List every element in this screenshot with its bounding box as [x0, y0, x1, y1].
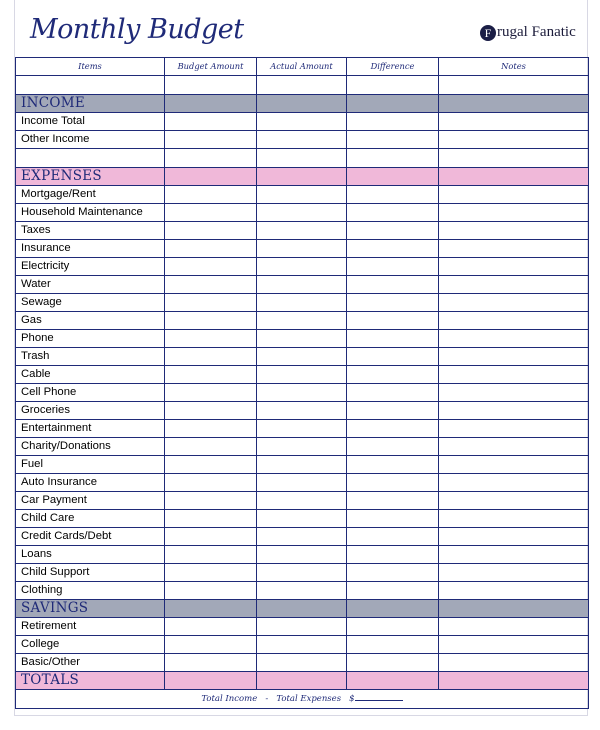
difference-cell[interactable]	[347, 672, 439, 690]
row-label: Child Support	[16, 564, 165, 582]
row-label: Basic/Other	[16, 654, 165, 672]
table-row	[16, 564, 589, 582]
notes-cell[interactable]	[439, 402, 589, 420]
difference-cell[interactable]	[347, 276, 439, 294]
column-header-items: Items	[16, 58, 165, 76]
actual-amount-cell[interactable]	[257, 546, 347, 564]
notes-cell[interactable]	[439, 420, 589, 438]
actual-amount-cell[interactable]	[257, 294, 347, 312]
budget-amount-cell[interactable]	[165, 546, 257, 564]
difference-cell[interactable]	[347, 564, 439, 582]
row-label: Fuel	[16, 456, 165, 474]
difference-cell[interactable]	[347, 95, 439, 113]
actual-amount-cell[interactable]	[257, 438, 347, 456]
budget-amount-cell[interactable]	[165, 618, 257, 636]
table-row	[16, 258, 589, 276]
notes-cell[interactable]	[439, 654, 589, 672]
notes-cell[interactable]	[439, 492, 589, 510]
actual-amount-cell[interactable]	[257, 672, 347, 690]
actual-amount-cell[interactable]	[257, 618, 347, 636]
budget-amount-cell[interactable]	[165, 168, 257, 186]
row-label: Income Total	[16, 113, 165, 131]
notes-cell[interactable]	[439, 456, 589, 474]
table-row	[16, 438, 589, 456]
footer-row	[16, 690, 589, 709]
budget-amount-cell[interactable]	[165, 420, 257, 438]
budget-amount-cell[interactable]	[165, 492, 257, 510]
notes-cell[interactable]	[439, 510, 589, 528]
difference-cell[interactable]	[347, 582, 439, 600]
actual-amount-cell[interactable]	[257, 204, 347, 222]
table-row	[16, 618, 589, 636]
budget-amount-cell[interactable]	[165, 366, 257, 384]
actual-amount-cell[interactable]	[257, 366, 347, 384]
row-label: Entertainment	[16, 420, 165, 438]
difference-cell[interactable]	[347, 131, 439, 149]
budget-amount-cell[interactable]	[165, 204, 257, 222]
column-header-row	[16, 58, 589, 76]
difference-cell[interactable]	[347, 636, 439, 654]
table-row	[16, 131, 589, 149]
actual-amount-cell[interactable]	[257, 186, 347, 204]
notes-cell[interactable]	[439, 168, 589, 186]
difference-cell[interactable]	[347, 654, 439, 672]
table-row	[16, 582, 589, 600]
notes-cell[interactable]	[439, 438, 589, 456]
notes-cell[interactable]	[439, 618, 589, 636]
row-label: Retirement	[16, 618, 165, 636]
budget-amount-cell[interactable]	[165, 258, 257, 276]
table-row	[16, 420, 589, 438]
budget-amount-cell[interactable]	[165, 131, 257, 149]
difference-cell[interactable]	[347, 618, 439, 636]
budget-table	[15, 57, 589, 709]
budget-amount-cell[interactable]	[165, 654, 257, 672]
notes-cell[interactable]	[439, 258, 589, 276]
row-label: Insurance	[16, 240, 165, 258]
actual-amount-cell[interactable]	[257, 276, 347, 294]
difference-cell[interactable]	[347, 456, 439, 474]
budget-amount-cell[interactable]	[165, 348, 257, 366]
difference-cell[interactable]	[347, 204, 439, 222]
actual-amount-cell[interactable]	[257, 240, 347, 258]
notes-cell[interactable]	[439, 528, 589, 546]
budget-amount-cell[interactable]	[165, 95, 257, 113]
difference-cell[interactable]	[347, 294, 439, 312]
row-label: Child Care	[16, 510, 165, 528]
table-row	[16, 402, 589, 420]
difference-cell[interactable]	[347, 186, 439, 204]
difference-cell[interactable]	[347, 546, 439, 564]
table-row	[16, 510, 589, 528]
notes-cell[interactable]	[439, 366, 589, 384]
difference-cell[interactable]	[347, 510, 439, 528]
row-label: Water	[16, 276, 165, 294]
actual-amount-cell[interactable]	[257, 510, 347, 528]
budget-amount-cell[interactable]	[165, 222, 257, 240]
table-row	[16, 384, 589, 402]
notes-cell[interactable]	[439, 149, 589, 168]
difference-cell[interactable]	[347, 438, 439, 456]
budget-amount-cell[interactable]	[165, 564, 257, 582]
budget-amount-cell[interactable]	[165, 186, 257, 204]
row-label: Auto Insurance	[16, 474, 165, 492]
notes-cell[interactable]	[439, 636, 589, 654]
actual-amount-cell[interactable]	[257, 149, 347, 168]
budget-amount-cell[interactable]	[165, 672, 257, 690]
budget-amount-cell[interactable]	[165, 240, 257, 258]
section-header-savings	[16, 600, 589, 618]
section-header-totals	[16, 672, 589, 690]
row-label: Credit Cards/Debt	[16, 528, 165, 546]
table-row	[16, 366, 589, 384]
actual-amount-cell[interactable]	[257, 420, 347, 438]
section-label-income: INCOME	[16, 95, 165, 113]
row-label: Car Payment	[16, 492, 165, 510]
difference-cell[interactable]	[347, 240, 439, 258]
actual-amount-cell[interactable]	[257, 474, 347, 492]
budget-amount-cell[interactable]	[165, 456, 257, 474]
notes-cell[interactable]	[439, 474, 589, 492]
difference-cell[interactable]	[347, 330, 439, 348]
row-label: Taxes	[16, 222, 165, 240]
table-row	[16, 222, 589, 240]
difference-cell[interactable]	[347, 222, 439, 240]
table-row	[16, 186, 589, 204]
budget-amount-cell[interactable]	[165, 510, 257, 528]
column-header-budget-amount: Budget Amount	[165, 58, 257, 76]
difference-cell[interactable]	[347, 312, 439, 330]
actual-amount-cell[interactable]	[257, 582, 347, 600]
total-expenses-label: Total Expenses	[276, 693, 342, 704]
row-label: Household Maintenance	[16, 204, 165, 222]
currency-sign: $	[349, 693, 355, 704]
budget-amount-cell[interactable]	[165, 294, 257, 312]
column-header-notes: Notes	[439, 58, 589, 76]
budget-amount-cell[interactable]	[165, 312, 257, 330]
actual-amount-cell[interactable]	[257, 528, 347, 546]
row-label: Groceries	[16, 402, 165, 420]
brand-logo-circle: F	[480, 25, 496, 41]
notes-cell[interactable]	[439, 384, 589, 402]
budget-amount-cell[interactable]	[165, 474, 257, 492]
section-header-income	[16, 95, 589, 113]
difference-cell[interactable]	[347, 492, 439, 510]
budget-amount-cell[interactable]	[165, 113, 257, 131]
table-row	[16, 546, 589, 564]
difference-cell[interactable]	[347, 113, 439, 131]
brand-name: rugal Fanatic	[497, 24, 576, 40]
column-header-actual-amount: Actual Amount	[257, 58, 347, 76]
notes-cell[interactable]	[439, 113, 589, 131]
row-label: Other Income	[16, 131, 165, 149]
section-header-expenses	[16, 168, 589, 186]
notes-cell[interactable]	[439, 95, 589, 113]
difference-cell[interactable]	[347, 600, 439, 618]
actual-amount-cell[interactable]	[257, 600, 347, 618]
budget-amount-cell[interactable]	[165, 438, 257, 456]
row-label: Loans	[16, 546, 165, 564]
notes-cell[interactable]	[439, 186, 589, 204]
actual-amount-cell[interactable]	[257, 95, 347, 113]
notes-cell[interactable]	[439, 240, 589, 258]
actual-amount-cell[interactable]	[257, 222, 347, 240]
row-label: Sewage	[16, 294, 165, 312]
actual-amount-cell[interactable]	[257, 258, 347, 276]
actual-amount-cell[interactable]	[257, 564, 347, 582]
difference-cell[interactable]	[347, 258, 439, 276]
item-cell	[16, 76, 165, 95]
actual-amount-cell[interactable]	[257, 168, 347, 186]
page-title: Monthly Budget	[30, 14, 244, 45]
actual-amount-cell[interactable]	[257, 456, 347, 474]
actual-amount-cell[interactable]	[257, 348, 347, 366]
actual-amount-cell[interactable]	[257, 636, 347, 654]
row-label: Gas	[16, 312, 165, 330]
row-label: College	[16, 636, 165, 654]
notes-cell[interactable]	[439, 672, 589, 690]
difference-cell[interactable]	[347, 76, 439, 95]
budget-amount-cell[interactable]	[165, 149, 257, 168]
budget-amount-cell[interactable]	[165, 76, 257, 95]
notes-cell[interactable]	[439, 546, 589, 564]
minus-sign: -	[265, 693, 269, 704]
table-row	[16, 204, 589, 222]
row-label: Electricity	[16, 258, 165, 276]
notes-cell[interactable]	[439, 600, 589, 618]
table-row	[16, 528, 589, 546]
notes-cell[interactable]	[439, 294, 589, 312]
budget-amount-cell[interactable]	[165, 528, 257, 546]
row-label: Cell Phone	[16, 384, 165, 402]
notes-cell[interactable]	[439, 348, 589, 366]
actual-amount-cell[interactable]	[257, 312, 347, 330]
notes-cell[interactable]	[439, 582, 589, 600]
budget-amount-cell[interactable]	[165, 402, 257, 420]
actual-amount-cell[interactable]	[257, 492, 347, 510]
budget-amount-cell[interactable]	[165, 600, 257, 618]
table-row	[16, 492, 589, 510]
table-row	[16, 113, 589, 131]
brand-logo	[480, 24, 576, 41]
budget-amount-cell[interactable]	[165, 636, 257, 654]
budget-amount-cell[interactable]	[165, 276, 257, 294]
row-label: Charity/Donations	[16, 438, 165, 456]
row-label: Phone	[16, 330, 165, 348]
table-row	[16, 330, 589, 348]
actual-amount-cell[interactable]	[257, 76, 347, 95]
notes-cell[interactable]	[439, 330, 589, 348]
notes-cell[interactable]	[439, 276, 589, 294]
table-row	[16, 348, 589, 366]
actual-amount-cell[interactable]	[257, 113, 347, 131]
row-label: Cable	[16, 366, 165, 384]
actual-amount-cell[interactable]	[257, 131, 347, 149]
actual-amount-cell[interactable]	[257, 654, 347, 672]
table-row	[16, 474, 589, 492]
actual-amount-cell[interactable]	[257, 330, 347, 348]
difference-cell[interactable]	[347, 402, 439, 420]
total-amount-field[interactable]	[355, 692, 403, 701]
section-label-totals: TOTALS	[16, 672, 165, 690]
notes-cell[interactable]	[439, 222, 589, 240]
row-label: Trash	[16, 348, 165, 366]
section-label-savings: SAVINGS	[16, 600, 165, 618]
budget-amount-cell[interactable]	[165, 384, 257, 402]
notes-cell[interactable]	[439, 204, 589, 222]
table-row	[16, 456, 589, 474]
budget-amount-cell[interactable]	[165, 330, 257, 348]
actual-amount-cell[interactable]	[257, 384, 347, 402]
table-row	[16, 240, 589, 258]
row-label: Clothing	[16, 582, 165, 600]
difference-cell[interactable]	[347, 366, 439, 384]
row-label: Mortgage/Rent	[16, 186, 165, 204]
section-label-expenses: EXPENSES	[16, 168, 165, 186]
spacer-row	[16, 149, 589, 168]
spacer-row	[16, 76, 589, 95]
difference-cell[interactable]	[347, 384, 439, 402]
table-row	[16, 294, 589, 312]
difference-cell[interactable]	[347, 348, 439, 366]
notes-cell[interactable]	[439, 131, 589, 149]
total-income-label: Total Income	[201, 693, 258, 704]
difference-cell[interactable]	[347, 528, 439, 546]
difference-cell[interactable]	[347, 168, 439, 186]
budget-amount-cell[interactable]	[165, 582, 257, 600]
notes-cell[interactable]	[439, 76, 589, 95]
table-row	[16, 636, 589, 654]
notes-cell[interactable]	[439, 564, 589, 582]
actual-amount-cell[interactable]	[257, 402, 347, 420]
difference-cell[interactable]	[347, 420, 439, 438]
difference-cell[interactable]	[347, 474, 439, 492]
item-cell	[16, 149, 165, 168]
table-row	[16, 312, 589, 330]
table-row	[16, 276, 589, 294]
column-header-difference: Difference	[347, 58, 439, 76]
footer-formula	[16, 690, 589, 709]
difference-cell[interactable]	[347, 149, 439, 168]
notes-cell[interactable]	[439, 312, 589, 330]
table-row	[16, 654, 589, 672]
